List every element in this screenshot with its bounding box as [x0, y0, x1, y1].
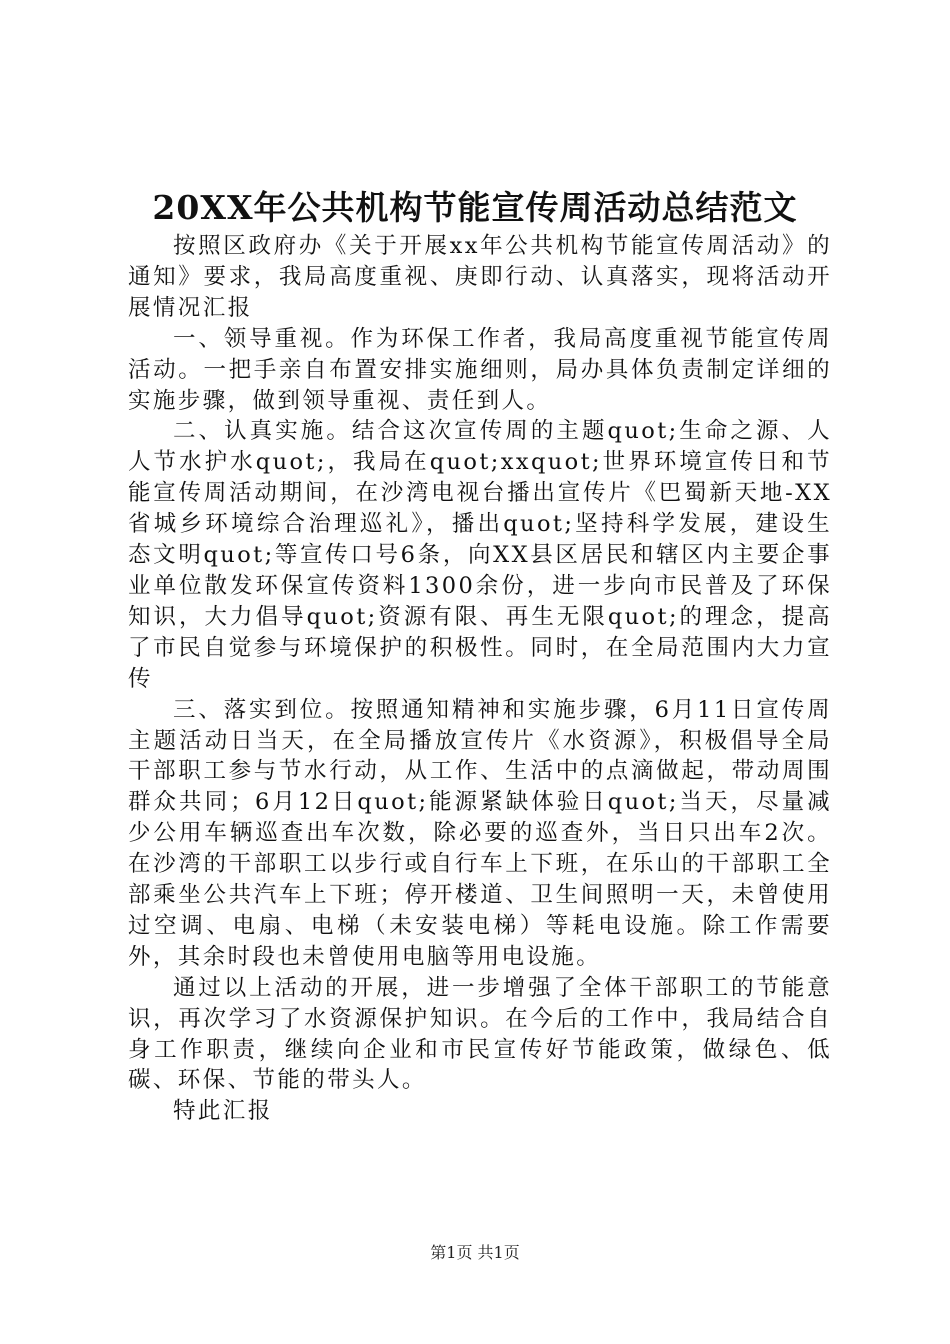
paragraph-conclusion: 通过以上活动的开展，进一步增强了全体干部职工的节能意识，再次学习了水资源保护知识。在今后的工作中，我局结合自身工作职责，继续向企业和市民宣传好节能政策，做绿色、低碳、环保、节能的带头人。 — [128, 974, 832, 1094]
document-body — [128, 231, 832, 1127]
paragraph-leadership: 一、领导重视。作为环保工作者，我局高度重视节能宣传周活动。一把手亲自布置安排实施细则，局办具体负责制定详细的实施步骤，做到领导重视、责任到人。 — [128, 325, 832, 414]
paragraph-implementation: 二、认真实施。结合这次宣传周的主题quot;生命之源、人人节水护水quot;，我局在quot;xxquot;世界环境宣传日和节能宣传周活动期间，在沙湾电视台播出宣传片《巴蜀新天地-XX省城乡环境综合治理巡礼》，播出quot;坚持科学发展，建设生态文明quot;等宣传口号6条，向XX县区居民和辖区内主要企事业单位散发环保宣传资料1300余份，进一步向市民普及了环保知识，大力倡导quot;资源有限、再生无限quot;的理念，提高了市民自觉参与环境保护的积极性。同时，在全局范围内大力宣传 — [128, 418, 832, 692]
paragraph-intro: 按照区政府办《关于开展xx年公共机构节能宣传周活动》的通知》要求，我局高度重视、庚即行动、认真落实，现将活动开展情况汇报 — [128, 233, 832, 321]
paragraph-closing: 特此汇报 — [173, 1098, 273, 1125]
page-footer: 第1页 共1页 — [430, 1243, 520, 1262]
paragraph-execution: 三、落实到位。按照通知精神和实施步骤，6月11日宣传周主题活动日当天，在全局播放宣传片《水资源》，积极倡导全局干部职工参与节水行动，从工作、生活中的点滴做起，带动周围群众共同；6月12日quot;能源紧缺体验日quot;当天，尽量减少公用车辆巡查出车次数，除必要的巡查外，当日只出车2次。在沙湾的干部职工以步行或自行车上下班，在乐山的干部职工全部乘坐公共汽车上下班；停开楼道、卫生间照明一天，未曾使用过空调、电扇、电梯（未安装电梯）等耗电设施。除工作需要外，其余时段也未曾使用电脑等用电设施。 — [128, 696, 832, 970]
document-title: 20XX年公共机构节能宣传周活动总结范文 — [152, 188, 798, 227]
